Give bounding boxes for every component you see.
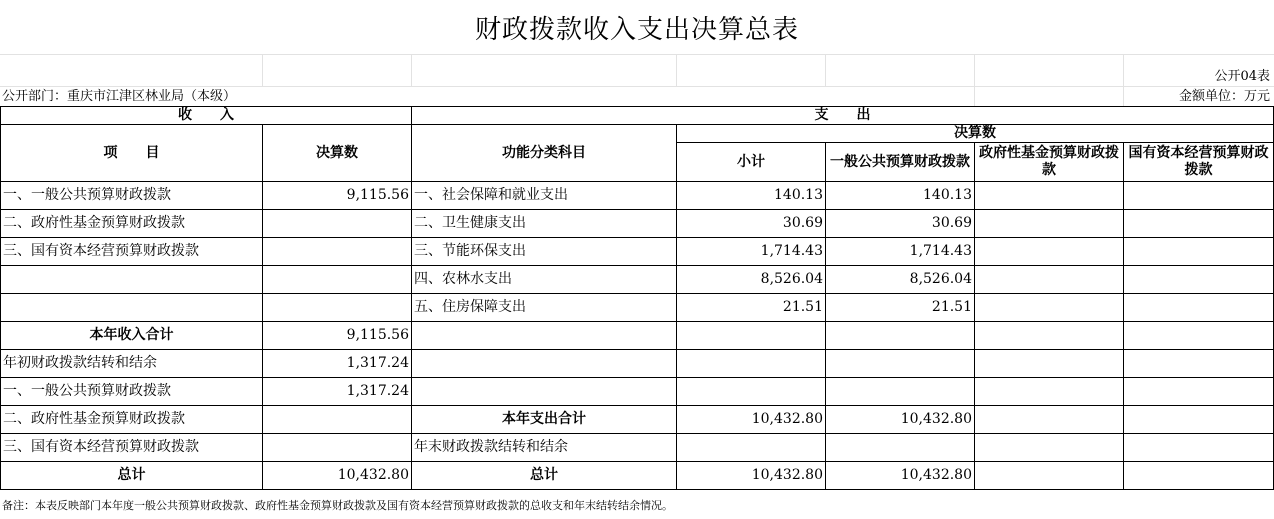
table-row xyxy=(1,434,1274,462)
income-amount-cell xyxy=(263,406,412,434)
general-budget-cell xyxy=(826,378,975,406)
state-capital-header: 国有资本经营预算财政拨款 xyxy=(1124,143,1274,182)
table-row xyxy=(1,182,1274,210)
expense-item-cell: 三、节能环保支出 xyxy=(412,238,677,266)
income-item-cell: 年初财政拨款结转和结余 xyxy=(1,350,263,378)
state-capital-cell xyxy=(1124,434,1274,462)
gov-fund-cell xyxy=(975,210,1124,238)
gridline xyxy=(1123,54,1124,106)
page-title: 财政拨款收入支出决算总表 xyxy=(474,14,799,45)
subtotal-cell: 1,714.43 xyxy=(677,238,826,266)
subtotal-cell: 10,432.80 xyxy=(677,406,826,434)
income-item-cell: 一、一般公共预算财政拨款 xyxy=(1,378,263,406)
subtotal-cell xyxy=(677,434,826,462)
footnote: 备注：本表反映部门本年度一般公共预算财政拨款、政府性基金预算财政拨款及国有资本经营预算财政拨款的总收支和年末结转结余情况。 xyxy=(2,499,673,512)
table-row xyxy=(1,322,1274,350)
state-capital-cell xyxy=(1124,322,1274,350)
income-item-cell: 三、国有资本经营预算财政拨款 xyxy=(1,434,263,462)
state-capital-cell xyxy=(1124,182,1274,210)
department-label: 公开部门：重庆市江津区林业局（本级） xyxy=(2,89,237,104)
income-header: 收 入 xyxy=(1,107,412,125)
subtotal-cell: 140.13 xyxy=(677,182,826,210)
expense-item-cell: 总计 xyxy=(412,462,677,490)
unit-label: 金额单位：万元 xyxy=(1178,89,1270,104)
income-item-cell: 二、政府性基金预算财政拨款 xyxy=(1,406,263,434)
gridline xyxy=(825,54,826,86)
income-amount-cell xyxy=(263,294,412,322)
income-amount-cell xyxy=(263,238,412,266)
gov-fund-cell xyxy=(975,350,1124,378)
general-budget-cell xyxy=(826,434,975,462)
budget-table xyxy=(0,106,1274,490)
expense-item-cell xyxy=(412,378,677,406)
subtotal-cell xyxy=(677,350,826,378)
general-budget-cell: 140.13 xyxy=(826,182,975,210)
table-row xyxy=(1,378,1274,406)
state-capital-cell xyxy=(1124,266,1274,294)
table-body xyxy=(1,182,1274,490)
table-row xyxy=(1,462,1274,490)
income-amount-cell: 1,317.24 xyxy=(263,378,412,406)
subtotal-cell: 30.69 xyxy=(677,210,826,238)
expense-item-cell: 五、住房保障支出 xyxy=(412,294,677,322)
expense-item-cell xyxy=(412,350,677,378)
general-budget-cell xyxy=(826,350,975,378)
income-item-cell: 总计 xyxy=(1,462,263,490)
income-amount-cell: 9,115.56 xyxy=(263,322,412,350)
state-capital-cell xyxy=(1124,406,1274,434)
gov-fund-cell xyxy=(975,322,1124,350)
table-row xyxy=(1,294,1274,322)
income-amount-cell: 9,115.56 xyxy=(263,182,412,210)
subtotal-cell: 10,432.80 xyxy=(677,462,826,490)
general-budget-cell: 8,526.04 xyxy=(826,266,975,294)
state-capital-cell xyxy=(1124,238,1274,266)
gridline xyxy=(974,54,975,106)
income-amount-cell: 1,317.24 xyxy=(263,350,412,378)
gridline xyxy=(262,54,263,86)
income-amount-cell: 10,432.80 xyxy=(263,462,412,490)
expense-item-cell: 年末财政拨款结转和结余 xyxy=(412,434,677,462)
final-amount-group-header: 决算数 xyxy=(677,125,1274,143)
gridline xyxy=(0,54,1274,55)
income-item-cell: 本年收入合计 xyxy=(1,322,263,350)
income-item-cell: 一、一般公共预算财政拨款 xyxy=(1,182,263,210)
state-capital-cell xyxy=(1124,378,1274,406)
income-item-cell xyxy=(1,266,263,294)
income-amount-cell xyxy=(263,266,412,294)
gov-fund-cell xyxy=(975,462,1124,490)
gov-fund-cell xyxy=(975,434,1124,462)
income-item-cell xyxy=(1,294,263,322)
income-amount-cell xyxy=(263,210,412,238)
state-capital-cell xyxy=(1124,210,1274,238)
income-item-cell: 三、国有资本经营预算财政拨款 xyxy=(1,238,263,266)
table-row xyxy=(1,266,1274,294)
income-item-cell: 二、政府性基金预算财政拨款 xyxy=(1,210,263,238)
gov-fund-cell xyxy=(975,406,1124,434)
general-budget-cell: 10,432.80 xyxy=(826,462,975,490)
state-capital-cell xyxy=(1124,462,1274,490)
state-capital-cell xyxy=(1124,350,1274,378)
item-header: 项 目 xyxy=(1,125,263,182)
subtotal-cell: 8,526.04 xyxy=(677,266,826,294)
gov-fund-cell xyxy=(975,294,1124,322)
gridline xyxy=(676,54,677,86)
subtotal-cell xyxy=(677,378,826,406)
general-budget-header: 一般公共预算财政拨款 xyxy=(826,143,975,182)
general-budget-cell xyxy=(826,322,975,350)
general-budget-cell: 10,432.80 xyxy=(826,406,975,434)
gov-fund-cell xyxy=(975,182,1124,210)
state-capital-cell xyxy=(1124,294,1274,322)
subtotal-cell: 21.51 xyxy=(677,294,826,322)
gridline xyxy=(0,86,1274,87)
expense-item-cell xyxy=(412,322,677,350)
form-code: 公开04表 xyxy=(1214,69,1270,84)
gridline xyxy=(411,54,412,86)
subtotal-header: 小计 xyxy=(677,143,826,182)
subtotal-cell xyxy=(677,322,826,350)
gov-fund-cell xyxy=(975,378,1124,406)
gov-fund-cell xyxy=(975,266,1124,294)
income-amount-cell xyxy=(263,434,412,462)
expense-header: 支 出 xyxy=(412,107,1274,125)
expense-item-cell: 本年支出合计 xyxy=(412,406,677,434)
gov-fund-cell xyxy=(975,238,1124,266)
general-budget-cell: 1,714.43 xyxy=(826,238,975,266)
func-category-header: 功能分类科目 xyxy=(412,125,677,182)
table-row xyxy=(1,210,1274,238)
table-row xyxy=(1,238,1274,266)
general-budget-cell: 21.51 xyxy=(826,294,975,322)
expense-item-cell: 二、卫生健康支出 xyxy=(412,210,677,238)
table-row xyxy=(1,406,1274,434)
general-budget-cell: 30.69 xyxy=(826,210,975,238)
gov-fund-header: 政府性基金预算财政拨款 xyxy=(975,143,1124,182)
expense-item-cell: 四、农林水支出 xyxy=(412,266,677,294)
table-row xyxy=(1,350,1274,378)
final-amount-header: 决算数 xyxy=(263,125,412,182)
expense-item-cell: 一、社会保障和就业支出 xyxy=(412,182,677,210)
